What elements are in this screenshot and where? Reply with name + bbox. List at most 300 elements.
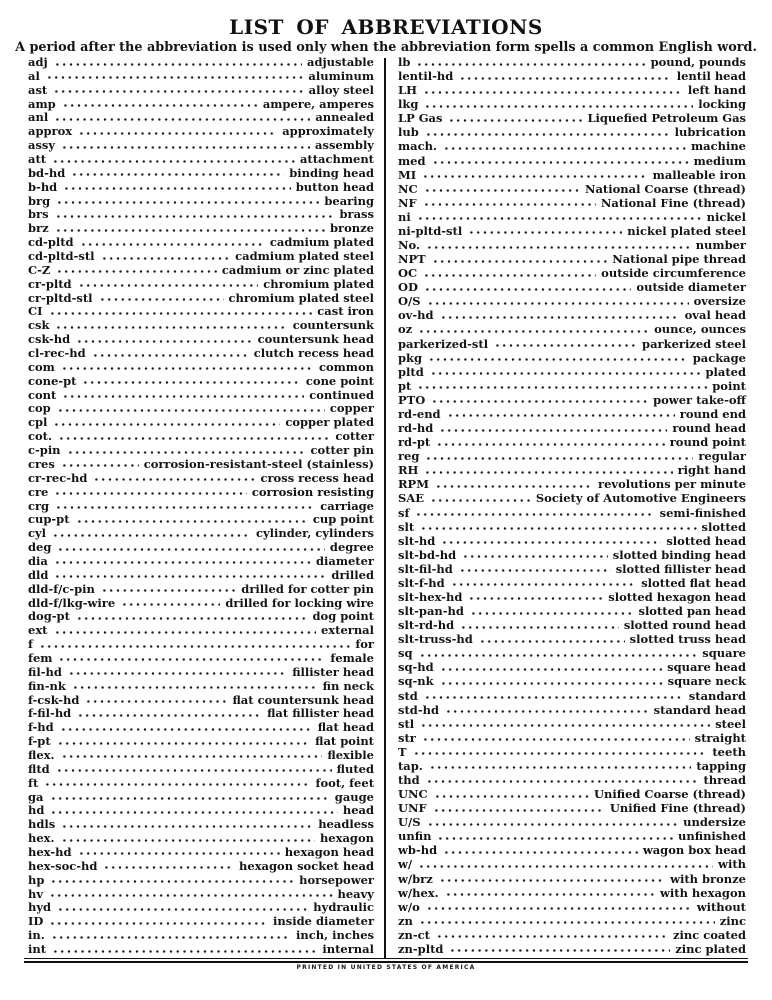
dot-leader bbox=[425, 457, 693, 460]
abbreviation-text: wb-hd bbox=[398, 843, 438, 858]
meaning-text: flexible bbox=[327, 747, 374, 762]
abbreviation-text: hdls bbox=[28, 817, 56, 832]
dot-leader bbox=[54, 63, 302, 66]
abbreviation-text: cr-pltd-stl bbox=[28, 290, 93, 305]
dot-leader bbox=[62, 104, 258, 107]
dot-leader bbox=[418, 330, 649, 333]
list-item bbox=[398, 591, 746, 604]
meaning-text: thread bbox=[703, 772, 746, 787]
abbreviation-text: slt-pan-hd bbox=[398, 604, 464, 619]
list-item bbox=[28, 402, 374, 415]
dot-leader bbox=[121, 603, 220, 606]
dot-leader bbox=[54, 575, 326, 578]
meaning-text: lubrication bbox=[674, 125, 746, 140]
list-item bbox=[398, 70, 746, 83]
abbreviation-text: rd-pt bbox=[398, 435, 431, 450]
list-item bbox=[398, 619, 746, 632]
list-item bbox=[28, 624, 374, 637]
list-item bbox=[398, 718, 746, 731]
list-item bbox=[398, 464, 746, 477]
list-item bbox=[398, 830, 746, 843]
dot-leader bbox=[462, 555, 608, 558]
dot-leader bbox=[58, 658, 325, 661]
dot-leader bbox=[439, 879, 665, 882]
meaning-text: slotted head bbox=[666, 533, 746, 548]
abbreviation-text: cot. bbox=[28, 429, 52, 444]
abbreviation-text: brz bbox=[28, 221, 49, 236]
dot-leader bbox=[58, 437, 330, 440]
dot-leader bbox=[78, 852, 280, 855]
meaning-text: revolutions per minute bbox=[598, 477, 746, 492]
meaning-text: slotted fillister head bbox=[615, 561, 746, 576]
list-item bbox=[398, 338, 746, 351]
dot-leader bbox=[427, 823, 679, 826]
list-item bbox=[398, 98, 746, 111]
dot-leader bbox=[424, 471, 672, 474]
dot-leader bbox=[459, 77, 671, 80]
abbreviation-text: slt-rd-hd bbox=[398, 618, 455, 633]
list-item bbox=[398, 943, 746, 956]
meaning-text: standard bbox=[688, 688, 746, 703]
meaning-text: lentil head bbox=[676, 69, 746, 84]
abbreviation-text: C-Z bbox=[28, 262, 51, 277]
dot-leader bbox=[443, 851, 638, 854]
meaning-text: nickel bbox=[706, 209, 746, 224]
abbreviation-text: f-csk-hd bbox=[28, 692, 80, 707]
abbreviation-text: RH bbox=[398, 463, 419, 478]
dot-leader bbox=[52, 534, 251, 537]
meaning-text: carriage bbox=[320, 498, 374, 513]
meaning-text: ounce, ounces bbox=[654, 322, 746, 337]
abbreviation-text: hex-soc-hd bbox=[28, 858, 98, 873]
meaning-text: corrosion-resistant-steel (stainless) bbox=[143, 456, 374, 471]
meaning-text: bronze bbox=[330, 221, 374, 236]
meaning-text: zinc coated bbox=[672, 927, 746, 942]
meaning-text: heavy bbox=[337, 886, 374, 901]
dot-leader bbox=[424, 288, 631, 291]
abbreviation-text: amp bbox=[28, 96, 56, 111]
abbreviation-text: UNC bbox=[398, 787, 428, 802]
abbreviation-text: cyl bbox=[28, 526, 47, 541]
abbreviation-text: cd-pltd-stl bbox=[28, 249, 95, 264]
meaning-text: fillister head bbox=[292, 664, 374, 679]
list-item bbox=[398, 84, 746, 97]
meaning-text: corrosion resisting bbox=[251, 484, 374, 499]
meaning-text: with bbox=[718, 857, 746, 872]
meaning-text: cadmium plated steel bbox=[235, 249, 374, 264]
dot-leader bbox=[413, 752, 708, 755]
dot-leader bbox=[50, 811, 337, 814]
abbreviation-text: lentil-hd bbox=[398, 69, 454, 84]
dot-leader bbox=[61, 367, 314, 370]
meaning-text: female bbox=[330, 650, 374, 665]
dot-leader bbox=[419, 921, 715, 924]
meaning-text: hydraulic bbox=[313, 900, 374, 915]
meaning-text: unfinished bbox=[677, 829, 746, 844]
meaning-text: with bronze bbox=[670, 871, 746, 886]
list-item bbox=[28, 791, 374, 804]
dot-leader bbox=[57, 742, 310, 745]
meaning-text: round point bbox=[669, 435, 746, 450]
meaning-text: assembly bbox=[315, 138, 374, 153]
abbreviation-text: cres bbox=[28, 456, 55, 471]
list-item bbox=[398, 408, 746, 421]
dot-leader bbox=[71, 173, 284, 176]
list-item bbox=[398, 887, 746, 900]
list-item bbox=[398, 169, 746, 182]
dot-leader bbox=[449, 949, 670, 952]
abbreviation-text: unfin bbox=[398, 829, 432, 844]
meaning-text: locking bbox=[698, 97, 746, 112]
list-item bbox=[398, 858, 746, 871]
abbreviation-text: slt-f-hd bbox=[398, 575, 445, 590]
abbreviation-text: crg bbox=[28, 498, 50, 513]
meaning-text: Liquefied Petroleum Gas bbox=[587, 111, 746, 126]
list-item bbox=[28, 707, 374, 720]
dot-leader bbox=[93, 478, 255, 481]
meaning-text: common bbox=[318, 359, 374, 374]
list-item bbox=[398, 309, 746, 322]
meaning-text: zinc plated bbox=[675, 941, 746, 956]
abbreviation-text: slt-bd-hd bbox=[398, 547, 457, 562]
list-item bbox=[398, 563, 746, 576]
abbreviation-text: No. bbox=[398, 238, 420, 253]
list-item bbox=[28, 569, 374, 582]
list-item bbox=[28, 125, 374, 138]
abbreviation-text: hex-hd bbox=[28, 844, 72, 859]
abbreviation-text: reg bbox=[398, 449, 420, 464]
dot-leader bbox=[423, 203, 596, 206]
abbreviation-text: approx bbox=[28, 124, 73, 139]
dot-leader bbox=[51, 936, 291, 939]
list-item bbox=[398, 140, 746, 153]
dot-leader bbox=[428, 358, 688, 361]
meaning-text: number bbox=[695, 238, 746, 253]
list-item bbox=[28, 583, 374, 596]
dot-leader bbox=[435, 485, 593, 488]
list-item bbox=[398, 267, 746, 280]
abbreviation-text: cop bbox=[28, 401, 51, 416]
meaning-text: countersunk head bbox=[257, 332, 374, 347]
meaning-text: square neck bbox=[667, 674, 746, 689]
meaning-text: hexagon head bbox=[284, 844, 374, 859]
abbreviation-text: com bbox=[28, 359, 55, 374]
dot-leader bbox=[57, 548, 325, 551]
dot-leader bbox=[68, 672, 287, 675]
list-item bbox=[28, 486, 374, 499]
abbreviation-text: cr-pltd bbox=[28, 276, 72, 291]
list-item bbox=[398, 915, 746, 928]
dot-leader bbox=[420, 527, 696, 530]
dot-leader bbox=[439, 429, 667, 432]
meaning-text: outside diameter bbox=[636, 280, 746, 295]
abbreviation-text: U/S bbox=[398, 815, 421, 830]
meaning-text: headless bbox=[318, 817, 374, 832]
list-item bbox=[398, 788, 746, 801]
meaning-text: annealed bbox=[315, 110, 374, 125]
meaning-text: hexagon bbox=[319, 831, 374, 846]
dot-leader bbox=[470, 612, 634, 615]
abbreviation-text: ga bbox=[28, 789, 44, 804]
dot-leader bbox=[61, 464, 139, 467]
meaning-text: Society of Automotive Engineers bbox=[535, 491, 746, 506]
meaning-text: right hand bbox=[677, 463, 746, 478]
abbreviation-text: sq bbox=[398, 646, 413, 661]
list-item bbox=[398, 661, 746, 674]
abbreviation-text: f-pt bbox=[28, 734, 51, 749]
list-item bbox=[28, 472, 374, 485]
abbreviation-text: ni-pltd-stl bbox=[398, 223, 463, 238]
printed-in-usa-footer: PRINTED IN UNITED STATES OF AMERICA bbox=[296, 964, 476, 971]
list-item bbox=[28, 98, 374, 111]
meaning-text: cylinder, cylinders bbox=[255, 526, 374, 541]
list-item bbox=[398, 704, 746, 717]
dot-leader bbox=[76, 340, 252, 343]
list-item bbox=[28, 389, 374, 402]
list-item bbox=[28, 278, 374, 291]
dot-leader bbox=[61, 839, 315, 842]
meaning-text: wagon box head bbox=[642, 843, 746, 858]
abbreviation-text: CI bbox=[28, 304, 43, 319]
meaning-text: machine bbox=[690, 139, 746, 154]
meaning-text: undersize bbox=[683, 815, 746, 830]
bottom-rule bbox=[24, 958, 748, 963]
abbreviation-text: flex. bbox=[28, 747, 55, 762]
meaning-text: degree bbox=[329, 540, 374, 555]
dot-leader bbox=[101, 257, 231, 260]
list-item bbox=[398, 605, 746, 618]
abbreviation-text: csk bbox=[28, 318, 50, 333]
meaning-text: package bbox=[692, 350, 746, 365]
dot-leader bbox=[54, 561, 311, 564]
dot-leader bbox=[451, 583, 637, 586]
meaning-text: pound, pounds bbox=[650, 55, 746, 69]
meaning-text: semi-finished bbox=[659, 505, 746, 520]
dot-leader bbox=[427, 302, 689, 305]
abbreviation-text: cont bbox=[28, 387, 57, 402]
list-item bbox=[28, 416, 374, 429]
meaning-text: power take-off bbox=[653, 392, 746, 407]
column-divider-rule bbox=[384, 58, 386, 958]
meaning-text: zinc bbox=[719, 913, 746, 928]
list-item bbox=[398, 760, 746, 773]
abbreviation-text: ni bbox=[398, 209, 411, 224]
abbreviation-text: NC bbox=[398, 181, 418, 196]
dot-leader bbox=[430, 372, 701, 375]
abbreviation-text: hex. bbox=[28, 831, 55, 846]
abbreviation-text: tap. bbox=[398, 758, 423, 773]
list-item bbox=[398, 802, 746, 815]
abbreviation-text: hv bbox=[28, 886, 44, 901]
list-item bbox=[398, 197, 746, 210]
dot-leader bbox=[432, 260, 607, 263]
meaning-text: diameter bbox=[315, 553, 374, 568]
meaning-text: flat head bbox=[317, 720, 374, 735]
meaning-text: slotted truss head bbox=[629, 632, 746, 647]
abbreviation-text: std-hd bbox=[398, 702, 440, 717]
dot-leader bbox=[437, 837, 673, 840]
abbreviation-text: dog-pt bbox=[28, 609, 70, 624]
list-item bbox=[398, 521, 746, 534]
abbreviation-text: dld bbox=[28, 567, 49, 582]
abbreviation-text: lub bbox=[398, 125, 419, 140]
dot-leader bbox=[431, 400, 648, 403]
list-item bbox=[28, 749, 374, 762]
meaning-text: slotted hexagon head bbox=[608, 589, 746, 604]
list-item bbox=[28, 250, 374, 263]
meaning-text: Unified Coarse (thread) bbox=[593, 787, 746, 802]
meaning-text: cotter bbox=[335, 429, 374, 444]
dot-leader bbox=[459, 569, 611, 572]
bottom-rule-thin bbox=[24, 958, 748, 959]
meaning-text: hexagon socket head bbox=[239, 858, 374, 873]
dot-leader bbox=[468, 597, 603, 600]
list-item bbox=[398, 633, 746, 646]
list-item bbox=[28, 652, 374, 665]
abbreviation-text: std bbox=[398, 688, 418, 703]
meaning-text: nickel plated steel bbox=[627, 223, 746, 238]
list-item bbox=[28, 264, 374, 277]
meaning-text: round head bbox=[672, 421, 746, 436]
abbreviation-text: O/S bbox=[398, 294, 421, 309]
dot-leader bbox=[53, 90, 303, 93]
dot-leader bbox=[445, 710, 649, 713]
meaning-text: parkerized steel bbox=[642, 336, 746, 351]
meaning-text: aluminum bbox=[308, 68, 374, 83]
dot-leader bbox=[56, 201, 319, 204]
list-item bbox=[28, 375, 374, 388]
abbreviation-text: pt bbox=[398, 378, 412, 393]
meaning-text: inch, inches bbox=[296, 928, 374, 943]
meaning-text: bearing bbox=[324, 193, 374, 208]
abbreviation-text: csk-hd bbox=[28, 332, 71, 347]
abbreviation-text: zn-pltd bbox=[398, 941, 444, 956]
meaning-text: drilled bbox=[331, 567, 374, 582]
abbreviation-text: hyd bbox=[28, 900, 52, 915]
abbreviation-text: deg bbox=[28, 540, 52, 555]
dot-leader bbox=[420, 724, 710, 727]
dot-leader bbox=[55, 215, 335, 218]
dot-leader bbox=[92, 354, 249, 357]
meaning-text: standard head bbox=[653, 702, 746, 717]
dot-leader bbox=[52, 160, 295, 163]
list-item bbox=[28, 167, 374, 180]
abbreviation-text: anl bbox=[28, 110, 49, 125]
abbreviation-columns bbox=[0, 56, 772, 958]
abbreviation-text: in. bbox=[28, 928, 45, 943]
meaning-text: approximately bbox=[282, 124, 374, 139]
abbreviation-text: NF bbox=[398, 195, 417, 210]
meaning-text: gauge bbox=[334, 789, 374, 804]
meaning-text: slotted binding head bbox=[612, 547, 746, 562]
meaning-text: button head bbox=[295, 179, 374, 194]
list-item bbox=[398, 577, 746, 590]
dot-leader bbox=[418, 865, 713, 868]
list-item bbox=[28, 777, 374, 790]
dot-leader bbox=[460, 626, 619, 629]
list-item bbox=[398, 450, 746, 463]
meaning-text: square bbox=[702, 646, 746, 661]
dot-leader bbox=[494, 344, 637, 347]
abbreviation-text: OD bbox=[398, 280, 418, 295]
abbreviation-text: slt bbox=[398, 519, 415, 534]
dot-leader bbox=[50, 880, 294, 883]
page-title: LIST OF ABBREVIATIONS bbox=[229, 15, 543, 39]
abbreviation-text: T bbox=[398, 744, 407, 759]
meaning-text: for bbox=[355, 637, 374, 652]
abbreviation-text: ext bbox=[28, 623, 48, 638]
list-item bbox=[398, 929, 746, 942]
dot-leader bbox=[419, 654, 698, 657]
meaning-text: medium bbox=[693, 153, 746, 168]
meaning-text: ampere, amperes bbox=[262, 96, 374, 111]
list-item bbox=[28, 70, 374, 83]
list-item bbox=[28, 500, 374, 513]
dot-leader bbox=[429, 766, 692, 769]
list-item bbox=[28, 153, 374, 166]
abbreviation-text: thd bbox=[398, 772, 420, 787]
abbreviation-text: w/o bbox=[398, 899, 420, 914]
list-item bbox=[398, 535, 746, 548]
abbreviation-text: str bbox=[398, 730, 416, 745]
list-item bbox=[28, 222, 374, 235]
list-item bbox=[28, 860, 374, 873]
abbreviation-text: f-fil-hd bbox=[28, 706, 72, 721]
meaning-text: copper plated bbox=[285, 415, 374, 430]
meaning-text: cross recess head bbox=[260, 470, 374, 485]
abbreviation-text: f bbox=[28, 637, 33, 652]
dot-leader bbox=[479, 640, 625, 643]
meaning-text: flat fillister head bbox=[267, 706, 374, 721]
list-item bbox=[28, 347, 374, 360]
meaning-text: left hand bbox=[687, 83, 746, 98]
list-item bbox=[28, 527, 374, 540]
list-item bbox=[28, 333, 374, 346]
list-item bbox=[28, 597, 374, 610]
meaning-text: alloy steel bbox=[308, 82, 374, 97]
abbreviation-text: lkg bbox=[398, 97, 419, 112]
meaning-text: steel bbox=[715, 716, 746, 731]
dot-leader bbox=[440, 668, 662, 671]
meaning-text: square head bbox=[667, 660, 746, 675]
meaning-text: flat countersunk head bbox=[232, 692, 374, 707]
dot-leader bbox=[415, 513, 654, 516]
page-subtitle: A period after the abbreviation is used only when the abbreviation form spells a common English word. bbox=[15, 40, 757, 55]
abbreviation-text: zn-ct bbox=[398, 927, 430, 942]
abbreviation-text: hd bbox=[28, 803, 45, 818]
dot-leader bbox=[436, 935, 668, 938]
list-item bbox=[398, 239, 746, 252]
list-item bbox=[28, 292, 374, 305]
abbreviation-text: RPM bbox=[398, 477, 429, 492]
list-item bbox=[28, 638, 374, 651]
abbreviation-text: SAE bbox=[398, 491, 424, 506]
meaning-text: slotted flat head bbox=[641, 575, 746, 590]
abbreviation-text: cup-pt bbox=[28, 512, 70, 527]
dot-leader bbox=[440, 316, 680, 319]
bottom-rule-thick bbox=[24, 961, 748, 964]
dot-leader bbox=[55, 229, 325, 232]
meaning-text: cast iron bbox=[317, 304, 374, 319]
abbreviation-text: OC bbox=[398, 266, 418, 281]
dot-leader bbox=[430, 499, 531, 502]
meaning-text: straight bbox=[694, 730, 746, 745]
dot-leader bbox=[72, 686, 318, 689]
list-item bbox=[28, 929, 374, 942]
meaning-text: brass bbox=[339, 207, 374, 222]
meaning-text: countersunk bbox=[292, 318, 374, 333]
dot-leader bbox=[39, 645, 350, 648]
